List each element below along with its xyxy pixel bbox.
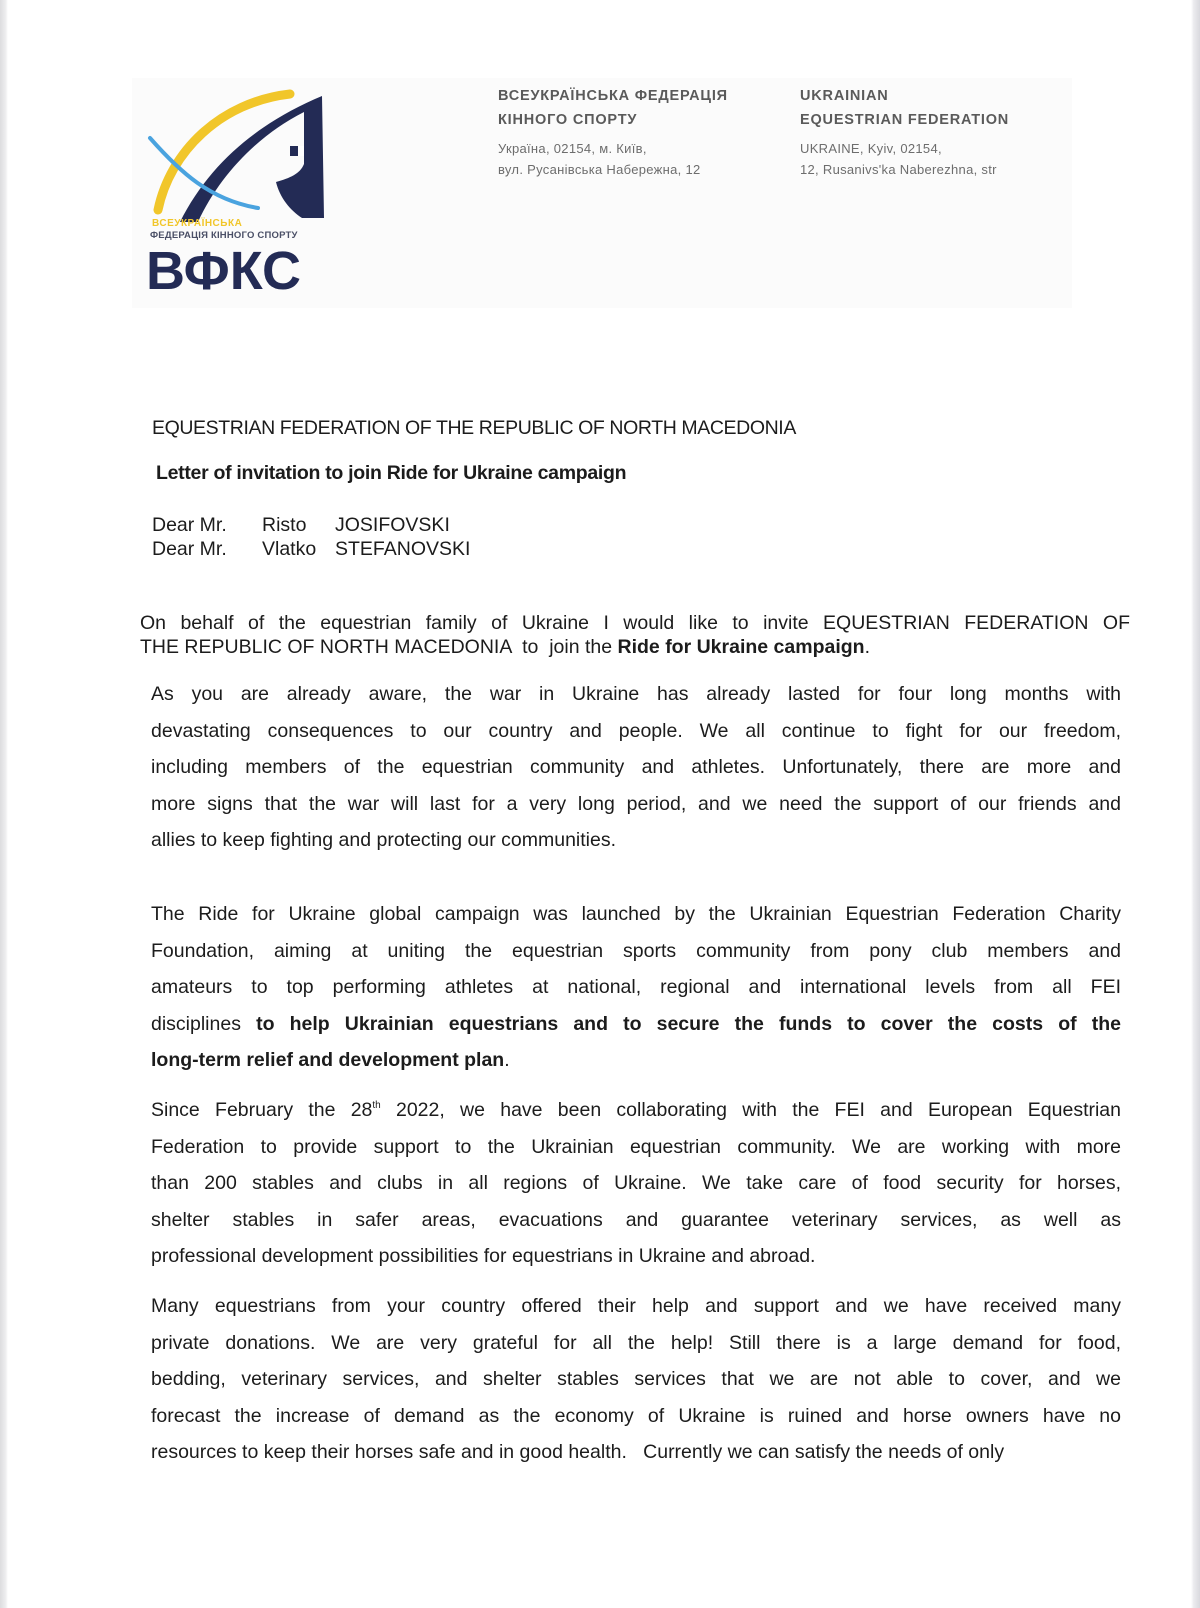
paragraph-line: forecast the increase of demand as the economy of Ukraine is ruined and horse owners have no [151,1404,1121,1427]
address-en-2: 12, Rusanivs'ka Naberezhna, str [800,162,997,177]
org-name-en-1: UKRAINIAN [800,88,889,104]
intro-line-1: On behalf of the equestrian family of Ukraine I would like to invite EQUESTRIAN FEDERATION OF [140,612,1130,634]
salutation-first-name: Vlatko [262,538,317,560]
org-name-en-2: EQUESTRIAN FEDERATION [800,112,1010,128]
logo-abbreviation: ВФКС [146,241,301,301]
letterhead-ukrainian [498,84,728,180]
salutation-2 [152,538,470,561]
paragraph-line: As you are already aware, the war in Ukraine has already lasted for four long months with [151,683,1121,705]
campaign-name: Ride for Ukraine campaign [617,636,865,658]
paragraph-collaboration [151,1099,1121,1282]
salutation-first-name: Risto [262,514,307,536]
paragraph-line: than 200 stables and clubs in all regions of Ukraine. We take care of food security for horses, [151,1172,1121,1194]
logo-tagline-2: ФЕДЕРАЦІЯ КІННОГО СПОРТУ [150,230,298,241]
address-ua-1: Україна, 02154, м. Київ, [498,141,647,156]
page-edge-right [1191,0,1200,1608]
paragraph-line: Since February the 28th 2022, we have been collaborating with the FEI and European Equestrian [151,1099,1121,1121]
paragraph-line: including members of the equestrian community and athletes. Unfortunately, there are more and [151,756,1121,778]
paragraph-line: Many equestrians from your country offered their help and support and we have received many [151,1295,1121,1317]
salutation-1 [152,514,450,537]
salutation-last-name: JOSIFOVSKI [335,514,450,536]
letterhead [132,78,1072,308]
paragraph-line: Foundation, aiming at uniting the equestrian sports community from pony club members and [151,939,1121,962]
paragraph-line: amateurs to top performing athletes at national, regional and international levels from all FEI [151,976,1121,998]
salutation-title: Dear Mr. [152,538,227,560]
paragraph-line: allies to keep fighting and protecting our communities. [151,829,617,851]
address-en-1: UKRAINE, Kyiv, 02154, [800,141,942,156]
org-name-ua-1: ВСЕУКРАЇНСЬКА ФЕДЕРАЦІЯ [498,88,728,104]
intro-line-2: THE REPUBLIC OF NORTH MACEDONIA to join the Ride for Ukraine campaign. [140,636,871,658]
address-ua-2: вул. Русанівська Набережна, 12 [498,162,701,177]
org-name-ua-2: КІННОГО СПОРТУ [498,112,638,128]
salutation-last-name: STEFANOVSKI [335,538,471,560]
paragraph-line: bedding, veterinary services, and shelter stables services that we are not able to cover, and we [151,1368,1121,1390]
letter-subject: Letter of invitation to join Ride for Ukraine campaign [156,462,627,484]
page-edge-left [0,0,8,1608]
paragraph-campaign [151,903,1121,1086]
salutation-title: Dear Mr. [152,514,227,536]
paragraph-war-context [151,683,1121,866]
paragraph-donations [151,1295,1121,1478]
paragraph-line: The Ride for Ukraine global campaign was launched by the Ukrainian Equestrian Federation Charity [151,903,1121,925]
paragraph-line: private donations. We are very grateful for all the help! Still there is a large demand for food, [151,1331,1121,1354]
logo-tagline-1: ВСЕУКРАЇНСЬКА [152,218,243,229]
paragraph-line: devastating consequences to our country and people. We all continue to fight for our freedom, [151,719,1121,742]
intro-paragraph [140,612,1130,660]
paragraph-line: shelter stables in safer areas, evacuations and guarantee veterinary services, as well as [151,1208,1121,1231]
letterhead-english [800,84,1009,180]
federation-logo [140,82,340,302]
paragraph-line: professional development possibilities for equestrians in Ukraine and abroad. [151,1245,816,1267]
paragraph-line: disciplines to help Ukrainian equestrians and to secure the funds to cover the costs of the [151,1012,1121,1035]
paragraph-line: more signs that the war will last for a very long period, and we need the support of our friends and [151,792,1121,815]
recipient-organization: EQUESTRIAN FEDERATION OF THE REPUBLIC OF NORTH MACEDONIA [152,417,796,439]
paragraph-line: long-term relief and development plan. [151,1049,510,1071]
paragraph-line: resources to keep their horses safe and in good health. Currently we can satisfy the needs of only [151,1441,1005,1463]
paragraph-line: Federation to provide support to the Ukrainian equestrian community. We are working with more [151,1135,1121,1158]
